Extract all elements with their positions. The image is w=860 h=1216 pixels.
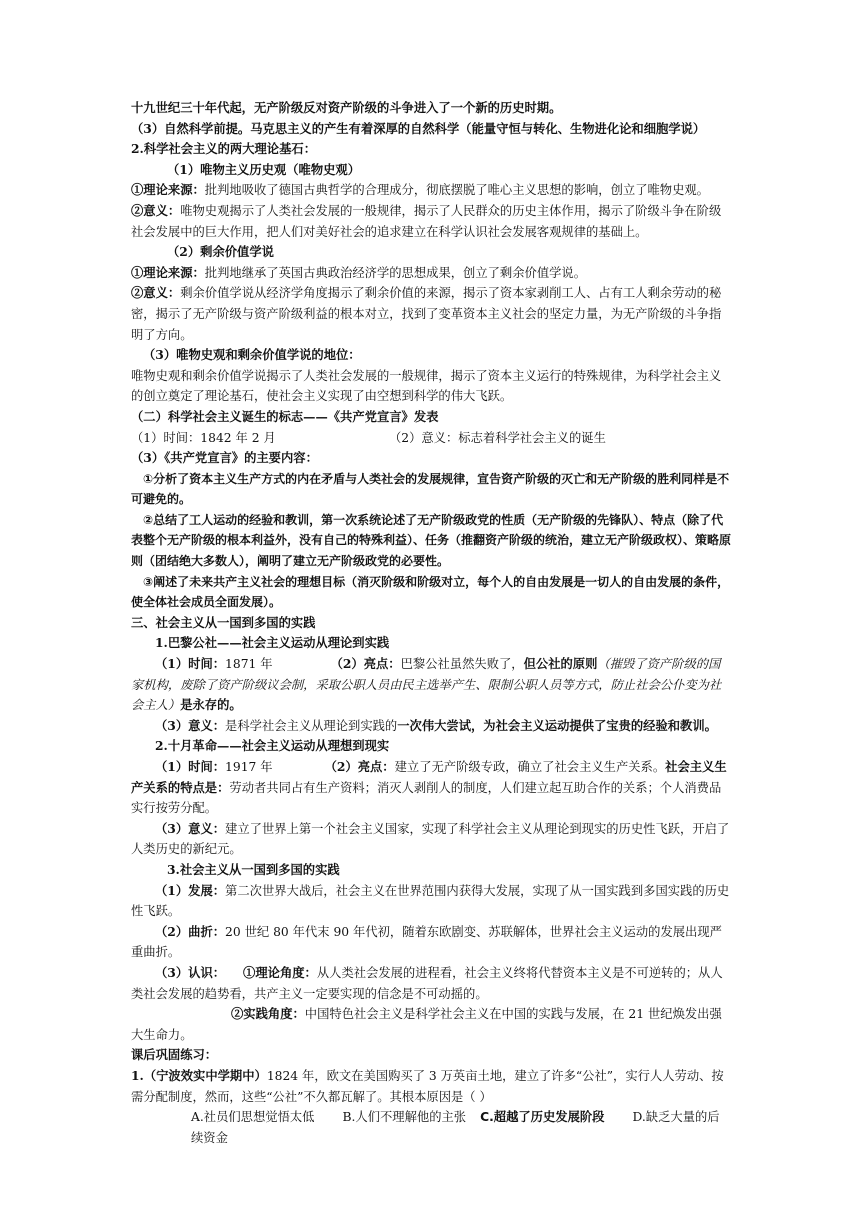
paragraph [131,263,731,284]
label: ②意义： [131,202,181,218]
text-line: （3）自然科学前提。马克思主义的产生有着深厚的自然科学（能量守恒与转化、生物进化论和细胞学说） [131,120,706,136]
paragraph: ③阐述了未来共产主义社会的理想目标（消灭阶级和阶级对立，每个人的自由发展是一切人的自由发展的条件，使全体社会成员全面发展）。 [131,574,730,610]
label: ①理论角度： [243,964,317,980]
label: （1）时间： [155,656,226,672]
subsection-heading: （2）剩余价值学说 [167,244,274,260]
paragraph [131,428,731,449]
text-line: 十九世纪三十年代起，无产阶级反对资产阶级的斗争进入了一个新的历史时期。 [131,100,562,115]
text: 剩余价值学说从经济学角度揭示了剩余价值的来源，揭示了资本家剥削工人、占有工人剩余劳动的秘密，揭示了无产阶级与资产阶级利益的根本对立，找到了变革资本主义社会的坚定力量，为无产阶级的斗争指明了方向。 [131,286,722,342]
paragraph [131,180,731,201]
text: 是科学社会主义从理论到实践的 [225,718,398,733]
text: 批判地继承了英国古典政治经济学的思想成果，创立了剩余价值学说。 [204,265,587,280]
text: 1917 年 [225,760,273,774]
time-text: （1）时间：1842 年 2 月 [131,430,276,445]
label: （2）亮点： [324,759,395,774]
text: 20 世纪 80 年代末 90 年代初，随着东欧剧变、苏联解体，世界社会主义运动的发展出现严重曲折。 [131,924,722,960]
text: 1871 年 [225,657,273,672]
meaning-text: （2）意义：标志着科学社会主义的诞生 [389,430,606,445]
paragraph [131,201,731,242]
text: 但公社的原则 [523,656,598,672]
label: ①理论来源： [131,264,205,280]
text: 是永存的。 [180,697,242,713]
label: （3）意义： [155,820,226,836]
option-d: D.缺乏大量的后续资金 [191,1110,720,1145]
question [131,1066,731,1107]
label: ②实践角度： [231,1006,305,1022]
text: 唯物史观揭示了人类社会发展的一般规律，揭示了人民群众的历史主体作用，揭示了阶级斗争在阶级社会发展中的巨大作用，把人们对美好社会的追求建立在科学认识社会发展客观规律的基础上。 [131,203,722,239]
label: （2）曲折： [155,923,226,939]
paragraph [131,654,731,716]
text: 巴黎公社虽然失败了， [400,657,524,672]
option-b: B.人们不理解他的主张 [342,1110,467,1125]
label: ②意义： [131,285,181,301]
option-c: C.超越了历史发展阶段 [480,1110,605,1125]
section-heading: 课后巩固练习： [131,1047,218,1063]
paragraph: 唯物史观和剩余价值学说揭示了人类社会发展的一般规律，揭示了资本主义运行的特殊规律，为科学社会主义的创立奠定了理论基石，使社会主义实现了由空想到科学的伟大飞跃。 [131,368,722,404]
paragraph [131,1004,731,1045]
paragraph [131,283,731,345]
section-heading: 2.科学社会主义的两大理论基石： [131,141,316,157]
subsection-heading: （1）唯物主义历史观（唯物史观） [167,161,361,177]
text: 第二次世界大战后，社会主义在世界范围内获得大发展，实现了从一国实践到多国实践的历史性飞跃。 [131,883,730,919]
text: 社会主义生产关系的特点是： [131,759,727,795]
subsection-heading: 2.十月革命——社会主义运动从理想到现实 [155,738,390,754]
section-heading: 三、社会主义从一国到多国的实践 [131,614,316,630]
paragraph [131,757,731,819]
paragraph [131,819,731,860]
text: 批判地吸收了德国古典哲学的合理成分，彻底摆脱了唯心主义思想的影响，创立了唯物史观。 [204,183,709,198]
question-source: 1.（宁波效实中学期中） [131,1067,267,1083]
text: 劳动者共同占有生产资料；消灭人剥削人的制度，人们建立起互助合作的关系；个人消费品实行按劳分配。 [131,780,722,816]
option-a: A.社员们思想觉悟太低 [191,1110,315,1125]
text: 中国特色社会主义是科学社会主义在中国的实践与发展，在 21 世纪焕发出强大生命力。 [131,1007,722,1042]
paragraph [131,881,731,922]
text: 从人类社会发展的进程看，社会主义终将代替资本主义是不可逆转的；从人类社会发展的趋势看，共产主义一定要实现的信念是不可动摇的。 [131,965,723,1001]
label: （1）发展： [155,882,226,898]
question-text: 1824 年，欧文在美国购买了 3 万英亩土地，建立了许多“公社”，实行人人劳动、按需分配制度，然而，这些“公社”不久都瓦解了。其根本原因是（ ） [131,1068,724,1104]
paragraph: ①分析了资本主义生产方式的内在矛盾与人类社会的发展规律，宣告资产阶级的灭亡和无产阶级的胜利同样是不可避免的。 [131,471,730,507]
subsection-heading: （3）唯物史观和剩余价值学说的地位： [143,347,361,363]
label: ①理论来源： [131,182,205,198]
text: 一次伟大尝试，为社会主义运动提供了宝贵的经验和教训。 [397,717,717,733]
subsection-heading: 3.社会主义从一国到多国的实践 [167,861,340,877]
label: （3）意义： [155,717,226,733]
subsection-heading: （3）《共产党宣言》的主要内容： [131,450,318,466]
subsection-heading: 1.巴黎公社——社会主义运动从理论到实践 [155,635,390,651]
paragraph [131,922,731,963]
label: （2）亮点： [330,656,401,672]
label: （1）时间： [155,759,226,774]
text: 建立了世界上第一个社会主义国家，实现了科学社会主义从理论到现实的历史性飞跃，开启了人类历史的新纪元。 [131,821,730,857]
text: （摧毁了资产阶级的国家机构，废除了资产阶级议会制，采取公职人员由民主选举产生、限制公职人员等方式，防止社会公仆变为社会主人） [131,657,722,713]
paragraph [131,963,731,1004]
text: 建立了无产阶级专政，确立了社会主义生产关系。 [394,760,666,774]
answer-options [131,1107,731,1148]
section-heading: （二）科学社会主义诞生的标志——《共产党宣言》发表 [131,408,439,424]
document-page [131,98,731,1148]
paragraph [131,716,731,737]
label: （3）认识： [155,964,226,980]
paragraph: ②总结了工人运动的经验和教训，第一次系统论述了无产阶级政党的性质（无产阶级的先锋队）、特点（除了代表整个无产阶级的根本利益外，没有自己的特殊利益）、任务（推翻资产阶级的统治，建立无产阶级政权）、策略原则（团结绝大多数人），阐明了建立无产阶级政党的必要性。 [131,512,732,569]
